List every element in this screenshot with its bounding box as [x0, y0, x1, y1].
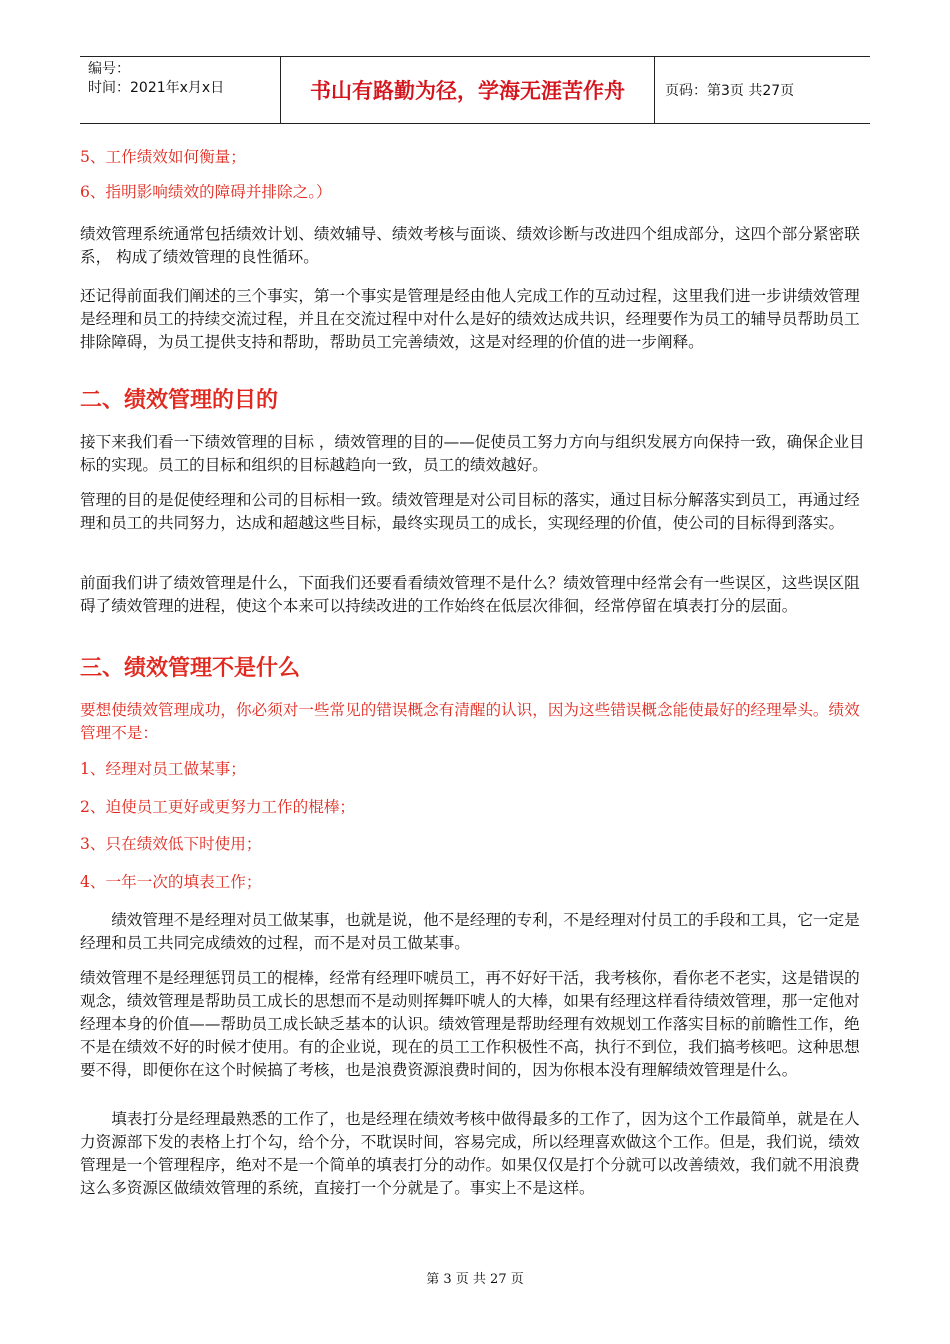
list-item: 1、经理对员工做某事； — [80, 760, 246, 778]
section-heading: 二、绩效管理的目的 — [80, 388, 279, 413]
section-heading: 三、绩效管理不是什么 — [80, 656, 301, 681]
paragraph: 接下来我们看一下绩效管理的目标 ，绩效管理的目的——促使员工努力方向与组织发展方向保持一致，确保企业目标的实现。员工的目标和组织的目标越趋向一致，员工的绩效越好。 — [80, 433, 865, 474]
paragraph: 绩效管理不是经理惩罚员工的棍棒，经常有经理吓唬员工，再不好好干活，我考核你，看你老不老实，这是错误的观念，绩效管理是帮助员工成长的思想而不是动则挥舞吓唬人的大棒，如果有经理这样看待绩效管理，那一定他对经理本身的价值——帮助员工成长缺乏基本的认识。绩效管理是帮助经理有效规划工作落实目标的前瞻性工作，绝不是在绩效不好的时候才使用。有的企业说，现在的员工工作积极性不高，执行不到位，我们搞考核吧。这种思想要不得，即便你在这个时候搞了考核，也是浪费资源浪费时间的，因为你根本没有理解绩效管理是什么。 — [80, 969, 860, 1079]
header-page-label: 页码：第3页 共27页 — [665, 83, 795, 99]
document-number-label: 编号： — [88, 61, 130, 77]
paragraph: 绩效管理系统通常包括绩效计划、绩效辅导、绩效考核与面谈、绩效诊断与改进四个组成部分，这四个部分紧密联系， 构成了绩效管理的良性循环。 — [80, 225, 860, 266]
page-footer: 第 3 页 共 27 页 — [426, 1272, 524, 1287]
header-motto: 书山有路勤为径，学海无涯苦作舟 — [281, 57, 655, 123]
list-item: 6、指明影响绩效的障碍并排除之。） — [80, 183, 332, 201]
header-meta — [80, 57, 281, 123]
list-item: 5、工作绩效如何衡量； — [80, 148, 246, 166]
document-time-label: 时间：2021年x月x日 — [88, 80, 225, 96]
list-item: 3、只在绩效低下时使用； — [80, 835, 262, 853]
page-header — [80, 56, 870, 124]
paragraph: 要想使绩效管理成功，你必须对一些常见的错误概念有清醒的认识，因为这些错误概念能使最好的经理晕头。绩效管理不是： — [80, 701, 860, 742]
paragraph: 填表打分是经理最熟悉的工作了，也是经理在绩效考核中做得最多的工作了，因为这个工作最简单，就是在人力资源部下发的表格上打个勾，给个分，不耽误时间，容易完成，所以经理喜欢做这个工作。但是，我们说，绩效管理是一个管理程序，绝对不是一个简单的填表打分的动作。如果仅仅是打个分就可以改善绩效，我们就不用浪费这么多资源区做绩效管理的系统，直接打一个分就是了。事实上不是这样。 — [80, 1110, 860, 1197]
list-item: 2、迫使员工更好或更努力工作的棍棒； — [80, 798, 356, 816]
paragraph: 管理的目的是促使经理和公司的目标相一致。绩效管理是对公司目标的落实，通过目标分解落实到员工，再通过经理和员工的共同努力，达成和超越这些目标，最终实现员工的成长，实现经理的价值，使公司的目标得到落实。 — [80, 491, 860, 532]
paragraph: 前面我们讲了绩效管理是什么，下面我们还要看看绩效管理不是什么？绩效管理中经常会有一些误区，这些误区阻碍了绩效管理的进程，使这个本来可以持续改进的工作始终在低层次徘徊，经常停留在填表打分的层面。 — [80, 574, 860, 615]
paragraph: 还记得前面我们阐述的三个事实，第一个事实是管理是经由他人完成工作的互动过程，这里我们进一步讲绩效管理是经理和员工的持续交流过程，并且在交流过程中对什么是好的绩效达成共识，经理要作为员工的辅导员帮助员工排除障碍，为员工提供支持和帮助，帮助员工完善绩效，这是对经理的价值的进一步阐释。 — [80, 287, 860, 351]
list-item: 4、一年一次的填表工作； — [80, 873, 262, 891]
paragraph: 绩效管理不是经理对员工做某事，也就是说，他不是经理的专利，不是经理对付员工的手段和工具，它一定是经理和员工共同完成绩效的过程，而不是对员工做某事。 — [80, 911, 860, 952]
